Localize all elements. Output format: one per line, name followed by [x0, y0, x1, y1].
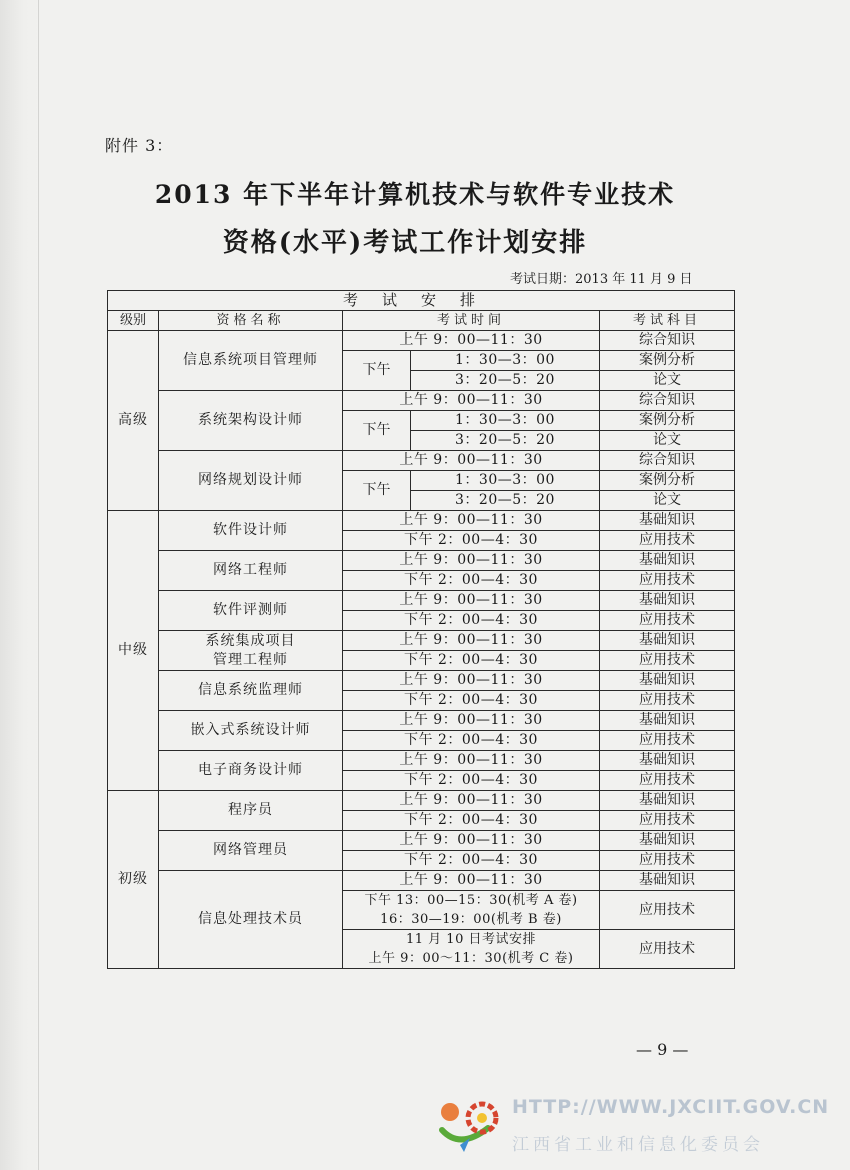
- qualification-name: 嵌入式系统设计师: [159, 711, 343, 751]
- exam-subject: 应用技术: [600, 611, 735, 631]
- table-row: [108, 331, 735, 351]
- gear-logo-icon: [430, 1090, 510, 1160]
- exam-subject: 基础知识: [600, 631, 735, 651]
- qualification-name: 网络管理员: [159, 831, 343, 871]
- table-row: [108, 831, 735, 851]
- exam-subject: 综合知识: [600, 451, 735, 471]
- exam-time: 上午 9：00—11：30: [343, 751, 600, 771]
- exam-time: 下午 2：00—4：30: [343, 691, 600, 711]
- table-row: [108, 791, 735, 811]
- exam-subject: 应用技术: [600, 651, 735, 671]
- qualification-name: 软件评测师: [159, 591, 343, 631]
- exam-time-line2: 上午 9：00～11：30(机考 C 卷): [368, 951, 574, 966]
- qualification-name: 信息系统项目管理师: [159, 331, 343, 391]
- table-column-header-row: [108, 311, 735, 331]
- exam-time: 下午 2：00—4：30: [343, 851, 600, 871]
- exam-subject: 基础知识: [600, 591, 735, 611]
- pm-label: 下午: [343, 351, 411, 391]
- qualification-name: 信息处理技术员: [159, 871, 343, 969]
- watermark-url: HTTP://WWW.JXCIIT.GOV.CN: [512, 1096, 830, 1118]
- table-row: [108, 451, 735, 471]
- qualification-name: 软件设计师: [159, 511, 343, 551]
- qualification-name-line1: 系统集成项目: [205, 632, 296, 649]
- exam-subject: 应用技术: [600, 891, 735, 930]
- table-row: [108, 591, 735, 611]
- exam-time: 下午 2：00—4：30: [343, 651, 600, 671]
- exam-subject: 基础知识: [600, 791, 735, 811]
- table-row: [108, 751, 735, 771]
- qualification-name-line2: 管理工程师: [213, 651, 288, 668]
- exam-time: 上午 9：00—11：30: [343, 671, 600, 691]
- section-header: 考试安排: [108, 291, 735, 311]
- table-row: [108, 551, 735, 571]
- exam-subject: 基础知识: [600, 671, 735, 691]
- exam-time: 上午 9：00—11：30: [343, 391, 600, 411]
- exam-subject: 论文: [600, 371, 735, 391]
- site-watermark: [430, 1090, 840, 1160]
- qualification-name: 电子商务设计师: [159, 751, 343, 791]
- pm-label: 下午: [343, 411, 411, 451]
- exam-time: 3：20—5：20: [411, 491, 600, 511]
- exam-time: 下午 2：00—4：30: [343, 571, 600, 591]
- exam-subject: 基础知识: [600, 751, 735, 771]
- exam-time: 上午 9：00—11：30: [343, 791, 600, 811]
- qualification-name: 程序员: [159, 791, 343, 831]
- exam-subject: 基础知识: [600, 511, 735, 531]
- exam-subject: 应用技术: [600, 571, 735, 591]
- exam-date: 考试日期：2013 年 11 月 9 日: [510, 272, 693, 287]
- exam-time: 1：30—3：00: [411, 411, 600, 431]
- col-header-name: 资格名称: [159, 311, 343, 331]
- qualification-name: 网络工程师: [159, 551, 343, 591]
- exam-subject: 应用技术: [600, 930, 735, 969]
- exam-time: 上午 9：00—11：30: [343, 831, 600, 851]
- exam-time: 上午 9：00—11：30: [343, 871, 600, 891]
- exam-time: 下午 2：00—4：30: [343, 811, 600, 831]
- exam-time: 上午 9：00—11：30: [343, 631, 600, 651]
- qualification-name: 网络规划设计师: [159, 451, 343, 511]
- exam-subject: 应用技术: [600, 811, 735, 831]
- exam-time-line1: 下午 13：00—15：30(机考 A 卷): [364, 893, 578, 908]
- exam-time: 上午 9：00—11：30: [343, 711, 600, 731]
- exam-subject: 应用技术: [600, 771, 735, 791]
- table-row: [108, 631, 735, 651]
- exam-subject: 基础知识: [600, 551, 735, 571]
- exam-time: 1：30—3：00: [411, 351, 600, 371]
- table-row: [108, 511, 735, 531]
- exam-time: 3：20—5：20: [411, 371, 600, 391]
- exam-time: 上午 9：00—11：30: [343, 511, 600, 531]
- table-row: [108, 671, 735, 691]
- table-section-header-row: [108, 291, 735, 311]
- exam-subject: 应用技术: [600, 731, 735, 751]
- exam-schedule-table: [107, 290, 735, 969]
- col-header-level: 级别: [108, 311, 159, 331]
- exam-time: 3：20—5：20: [411, 431, 600, 451]
- exam-time: [343, 891, 600, 930]
- exam-subject: 基础知识: [600, 711, 735, 731]
- exam-subject: 基础知识: [600, 831, 735, 851]
- document-title-line2: 资格(水平)考试工作计划安排: [222, 228, 588, 258]
- exam-subject: 应用技术: [600, 851, 735, 871]
- document-title-line1: 2013 年下半年计算机技术与软件专业技术: [154, 180, 676, 209]
- exam-time: 下午 2：00—4：30: [343, 531, 600, 551]
- exam-time: 下午 2：00—4：30: [343, 731, 600, 751]
- exam-subject: 综合知识: [600, 391, 735, 411]
- qualification-name: 信息系统监理师: [159, 671, 343, 711]
- exam-time-line2: 16：30—19：00(机考 B 卷): [380, 912, 562, 927]
- exam-time: 上午 9：00—11：30: [343, 331, 600, 351]
- exam-time: 上午 9：00—11：30: [343, 451, 600, 471]
- qualification-name: 系统架构设计师: [159, 391, 343, 451]
- exam-subject: 应用技术: [600, 691, 735, 711]
- exam-subject: 论文: [600, 491, 735, 511]
- exam-time: [343, 930, 600, 969]
- table-row: [108, 391, 735, 411]
- exam-time: 下午 2：00—4：30: [343, 771, 600, 791]
- exam-subject: 论文: [600, 431, 735, 451]
- exam-time-line1: 11 月 10 日考试安排: [406, 932, 536, 947]
- col-header-time: 考试时间: [343, 311, 600, 331]
- exam-subject: 综合知识: [600, 331, 735, 351]
- col-header-subject: 考试科目: [600, 311, 735, 331]
- exam-subject: 案例分析: [600, 351, 735, 371]
- table-row: [108, 871, 735, 891]
- exam-subject: 基础知识: [600, 871, 735, 891]
- exam-subject: 应用技术: [600, 531, 735, 551]
- exam-time: 下午 2：00—4：30: [343, 611, 600, 631]
- exam-time: 1：30—3：00: [411, 471, 600, 491]
- attachment-label: 附件 3：: [105, 136, 174, 155]
- level-cell: 初级: [108, 791, 159, 969]
- qualification-name: [159, 631, 343, 671]
- exam-time: 上午 9：00—11：30: [343, 551, 600, 571]
- level-cell: 中级: [108, 511, 159, 791]
- exam-time: 上午 9：00—11：30: [343, 591, 600, 611]
- watermark-org: 江西省工业和信息化委员会: [512, 1135, 764, 1155]
- exam-subject: 案例分析: [600, 471, 735, 491]
- level-cell: 高级: [108, 331, 159, 511]
- page-number: — 9 —: [636, 1040, 689, 1059]
- exam-subject: 案例分析: [600, 411, 735, 431]
- table-row: [108, 711, 735, 731]
- pm-label: 下午: [343, 471, 411, 511]
